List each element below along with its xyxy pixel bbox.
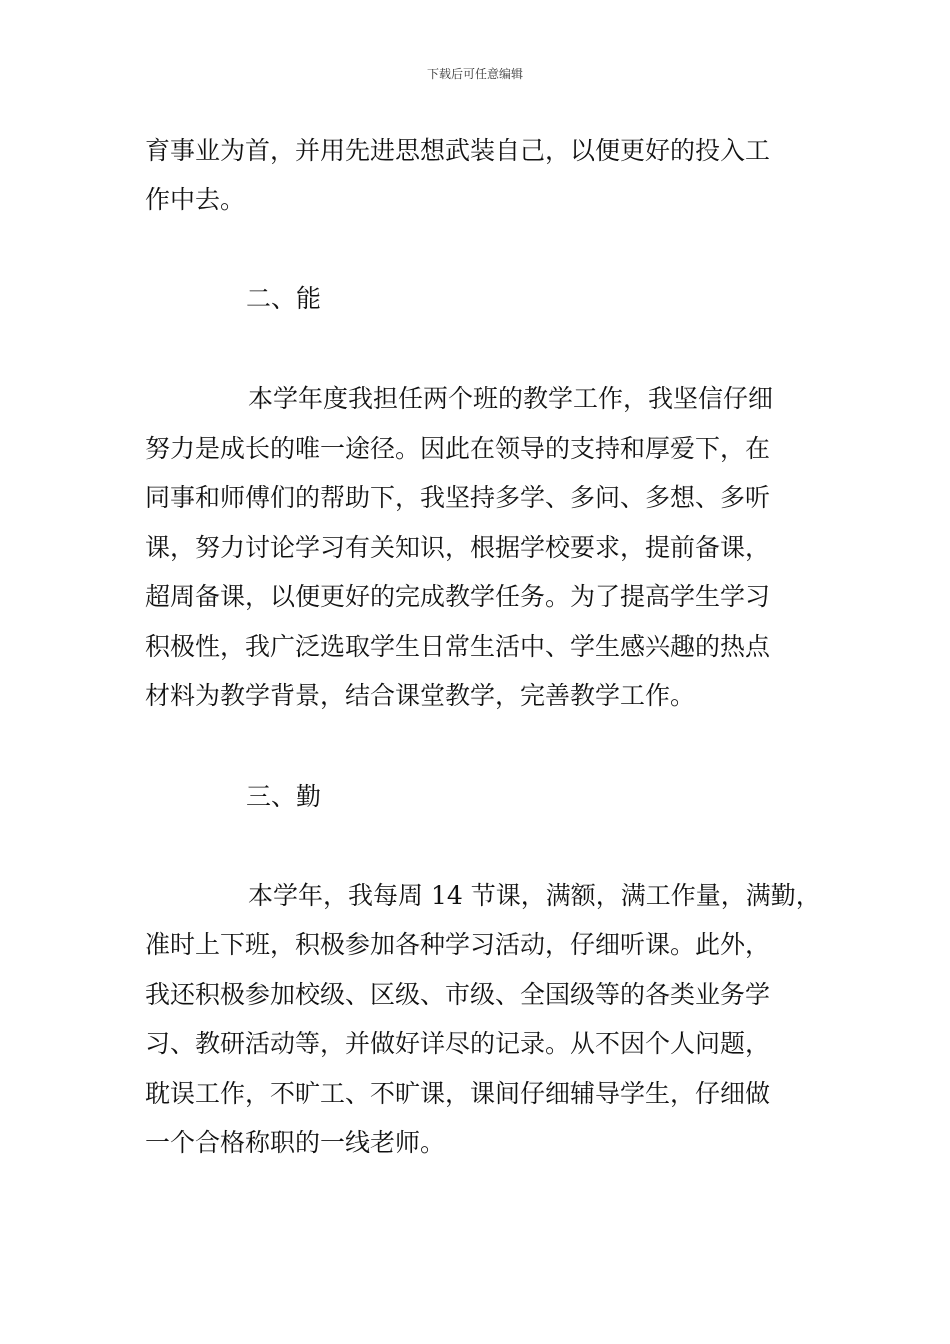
text-line: 育事业为首，并用先进思想武装自己，以便更好的投入工 (145, 136, 771, 165)
text-line: 耽误工作，不旷工、不旷课，课间仔细辅导学生，仔细做 (145, 1079, 771, 1108)
text-line: 课，努力讨论学习有关知识，根据学校要求，提前备课， (145, 533, 771, 562)
text-line: 超周备课，以便更好的完成教学任务。为了提高学生学习 (145, 582, 771, 611)
text-line: 本学年，我每周 14 节课，满额，满工作量，满勤， (248, 881, 821, 910)
text-line: 我还积极参加校级、区级、市级、全国级等的各类业务学 (145, 980, 771, 1009)
text-line: 材料为教学背景，结合课堂教学，完善教学工作。 (145, 681, 696, 710)
section-heading-2: 二、能 (246, 284, 322, 313)
text-line: 一个合格称职的一线老师。 (145, 1128, 446, 1157)
text-line: 作中去。 (145, 185, 246, 214)
page-header: 下载后可任意编辑 (426, 67, 523, 81)
section-heading-3: 三、勤 (246, 782, 322, 811)
text-line: 准时上下班，积极参加各种学习活动，仔细听课。此外， (145, 930, 771, 959)
text-line: 同事和师傅们的帮助下，我坚持多学、多问、多想、多听 (145, 483, 771, 512)
text-line: 努力是成长的唯一途径。因此在领导的支持和厚爱下，在 (145, 434, 771, 463)
text-line: 积极性，我广泛选取学生日常生活中、学生感兴趣的热点 (145, 632, 771, 661)
text-line: 习、教研活动等，并做好详尽的记录。从不因个人问题， (145, 1029, 771, 1058)
text-line: 本学年度我担任两个班的教学工作，我坚信仔细 (248, 384, 774, 413)
